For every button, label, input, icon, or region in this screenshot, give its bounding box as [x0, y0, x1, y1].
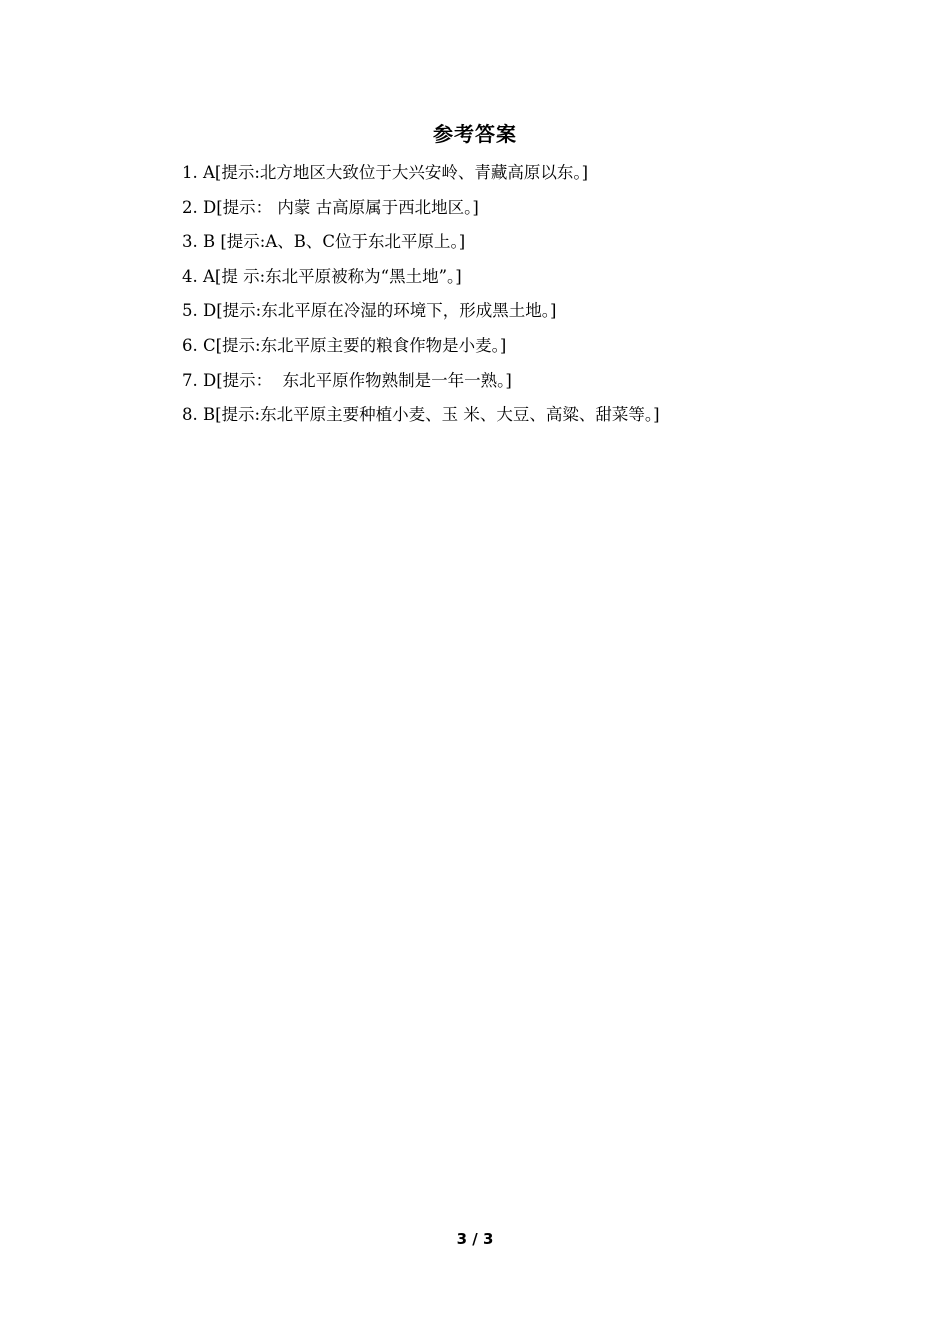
answer-item-7: 7. D[提示： 东北平原作物熟制是一年一熟。] [182, 370, 512, 390]
answer-item-4: 4. A[提 示:东北平原被称为“黑土地”。] [182, 266, 462, 286]
page-title: 参考答案 [433, 122, 517, 146]
answer-list [182, 159, 660, 436]
answer-item-5: 5. D[提示:东北平原在冷湿的环境下，形成黑土地。] [182, 301, 557, 321]
page-number: 3 / 3 [456, 1230, 494, 1248]
answer-item-6: 6. C[提示:东北平原主要的粮食作物是小麦。] [182, 335, 507, 355]
answer-item-2: 2. D[提示： 内蒙 古高原属于西北地区。] [182, 197, 479, 217]
answer-item-1: 1. A[提示:北方地区大致位于大兴安岭、青藏高原以东。] [182, 163, 589, 182]
answer-item-3: 3. B [提示:A、B、C位于东北平原上。] [182, 232, 466, 252]
answer-item-8: 8. B[提示:东北平原主要种植小麦、玉 米、大豆、高粱、甜菜等。] [182, 405, 660, 425]
